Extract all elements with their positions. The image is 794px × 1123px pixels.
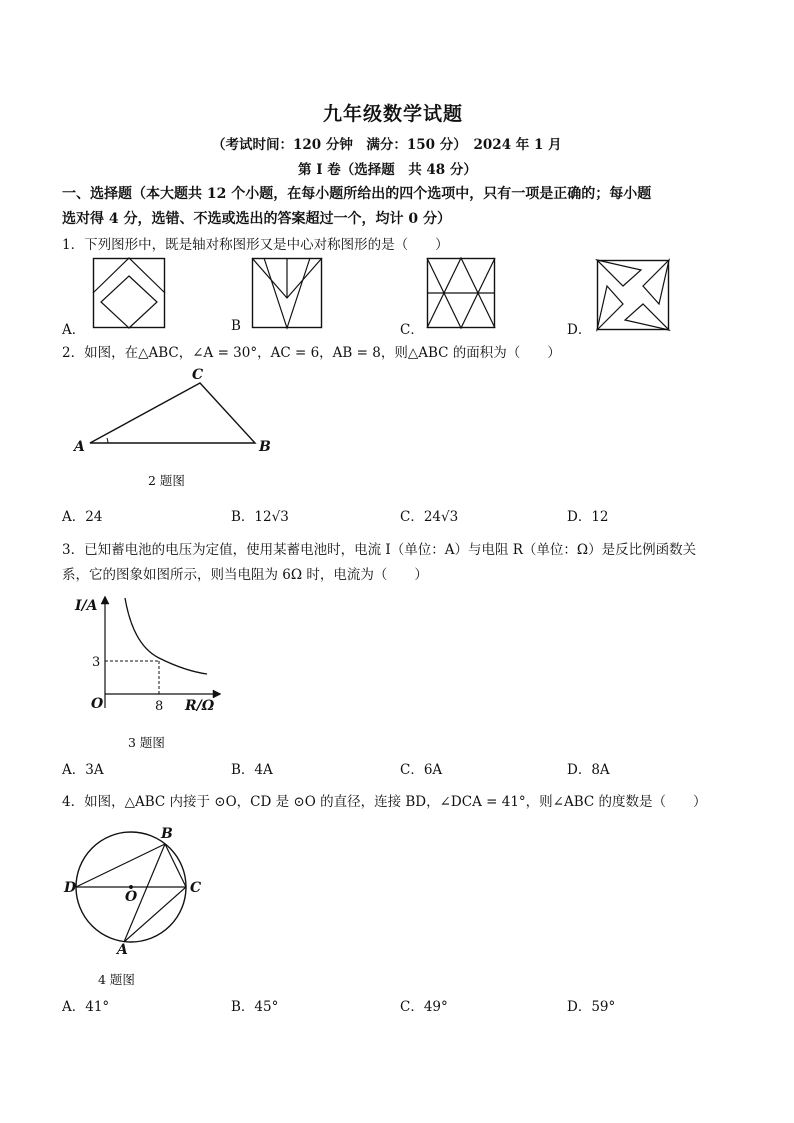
- q4-label-d: D: [64, 880, 77, 896]
- section-instruction-line1: 一、选择题（本大题共 12 个小题，在每小题所给出的四个选项中，只有一项是正确的；每小题: [62, 186, 652, 202]
- q3-x-axis-label: R/Ω: [185, 698, 215, 714]
- exam-info: （考试时间：120 分钟 满分：150 分） 2024 年 1 月: [212, 137, 562, 153]
- q3-x-tick: 8: [155, 699, 164, 714]
- q3-caption: 3 题图: [128, 735, 165, 750]
- q3-y-axis-label: I/A: [75, 598, 98, 614]
- q4-label-a: A: [117, 942, 128, 958]
- q3-option-d[interactable]: D．8A: [567, 762, 610, 778]
- q4-option-b[interactable]: B．45°: [231, 999, 279, 1015]
- q4-option-a[interactable]: A．41°: [62, 999, 110, 1015]
- q2-label-c: C: [192, 367, 204, 383]
- volume-heading: 第 I 卷（选择题 共 48 分）: [298, 162, 477, 178]
- q1-option-c[interactable]: C．: [400, 322, 424, 338]
- q3-y-tick: 3: [92, 655, 101, 670]
- q2-label-b: B: [259, 439, 271, 455]
- q1-option-b[interactable]: B: [231, 318, 241, 334]
- q1-figure-b: [252, 258, 322, 328]
- q2-label-a: A: [74, 439, 85, 455]
- q1-figure-c: [427, 258, 495, 328]
- q4-label-b: B: [161, 826, 173, 842]
- q3-stem-line2: 系，它的图象如图所示，则当电阻为 6Ω 时，电流为（ ）: [62, 567, 428, 583]
- q3-stem-line1: 3．已知蓄电池的电压为定值，使用某蓄电池时，电流 I（单位：A）与电阻 R（单位：Ω）是反比例函数关: [62, 542, 697, 558]
- q2-option-a[interactable]: A．24: [62, 509, 103, 525]
- section-instruction-line2: 选对得 4 分，选错、不选或选出的答案超过一个，均计 0 分）: [62, 211, 451, 227]
- q4-label-o: O: [125, 889, 138, 905]
- q1-option-d[interactable]: D．: [567, 322, 592, 338]
- q1-stem: 1．下列图形中，既是轴对称图形又是中心对称图形的是（ ）: [62, 237, 449, 253]
- q4-circle-figure: [62, 822, 212, 957]
- q2-caption: 2 题图: [148, 473, 185, 488]
- q3-option-c[interactable]: C．6A: [400, 762, 443, 778]
- q2-triangle-figure: [70, 363, 280, 463]
- q3-option-b[interactable]: B．4A: [231, 762, 273, 778]
- q1-figure-a: [93, 258, 165, 328]
- q3-origin-label: O: [91, 696, 104, 712]
- q1-figure-d: [597, 260, 669, 330]
- q2-stem: 2．如图，在△ABC，∠A = 30°，AC = 6，AB = 8，则△ABC 的面积为（ ）: [62, 345, 561, 361]
- q2-option-c[interactable]: C．24√3: [400, 509, 459, 525]
- q4-stem: 4．如图，△ABC 内接于 ⊙O，CD 是 ⊙O 的直径，连接 BD，∠DCA = 41°，则∠ABC 的度数是（ ）: [62, 794, 707, 810]
- q4-caption: 4 题图: [98, 972, 135, 987]
- q4-option-d[interactable]: D．59°: [567, 999, 616, 1015]
- q2-option-d[interactable]: D．12: [567, 509, 609, 525]
- q4-option-c[interactable]: C．49°: [400, 999, 448, 1015]
- q4-label-c: C: [190, 880, 202, 896]
- q1-option-a[interactable]: A．: [62, 322, 86, 338]
- q3-option-a[interactable]: A．3A: [62, 762, 104, 778]
- page-title: 九年级数学试题: [323, 103, 464, 125]
- q3-graph-figure: [75, 590, 225, 715]
- q2-option-b[interactable]: B．12√3: [231, 509, 289, 525]
